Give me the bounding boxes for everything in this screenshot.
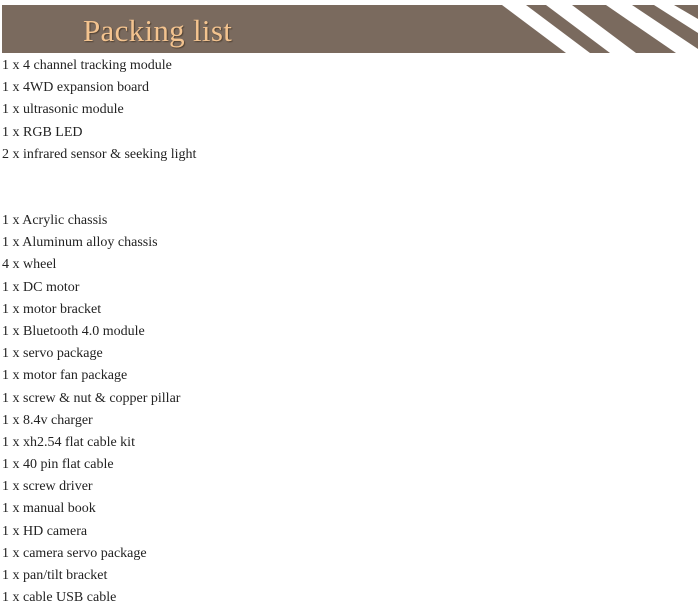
list-item: 1 x camera servo package	[2, 545, 147, 561]
list-item: 1 x xh2.54 flat cable kit	[2, 434, 135, 450]
list-item: 1 x Bluetooth 4.0 module	[2, 323, 145, 339]
list-item: 1 x motor bracket	[2, 301, 102, 317]
list-item: 1 x cable USB cable	[2, 590, 117, 606]
list-item: 1 x Acrylic chassis	[2, 213, 108, 228]
list-item: 1 x HD camera	[2, 523, 88, 539]
packing-list-group-1	[2, 55, 682, 166]
packing-list-banner	[2, 5, 698, 53]
packing-list-group-2	[2, 210, 682, 609]
list-item: 1 x 4WD expansion board	[2, 80, 149, 96]
list-item: 1 x 40 pin flat cable	[2, 457, 114, 473]
list-item: 1 x servo package	[2, 346, 103, 362]
list-item: 1 x screw & nut & copper pillar	[2, 390, 181, 406]
list-item: 1 x motor fan package	[2, 368, 128, 384]
list-item: 2 x infrared sensor & seeking light	[2, 146, 197, 162]
list-item: 4 x wheel	[2, 257, 57, 273]
list-item: 1 x pan/tilt bracket	[2, 568, 108, 583]
list-item: 1 x RGB LED	[2, 124, 83, 140]
list-item: 1 x ultrasonic module	[2, 102, 124, 118]
list-item: 1 x screw driver	[2, 479, 93, 495]
list-item: 1 x Aluminum alloy chassis	[2, 235, 158, 251]
page-title: Packing list	[83, 13, 233, 48]
list-item: 1 x DC motor	[2, 279, 80, 295]
list-item: 1 x manual book	[2, 501, 96, 517]
list-item: 1 x 8.4v charger	[2, 412, 93, 428]
list-item: 1 x 4 channel tracking module	[2, 58, 172, 73]
